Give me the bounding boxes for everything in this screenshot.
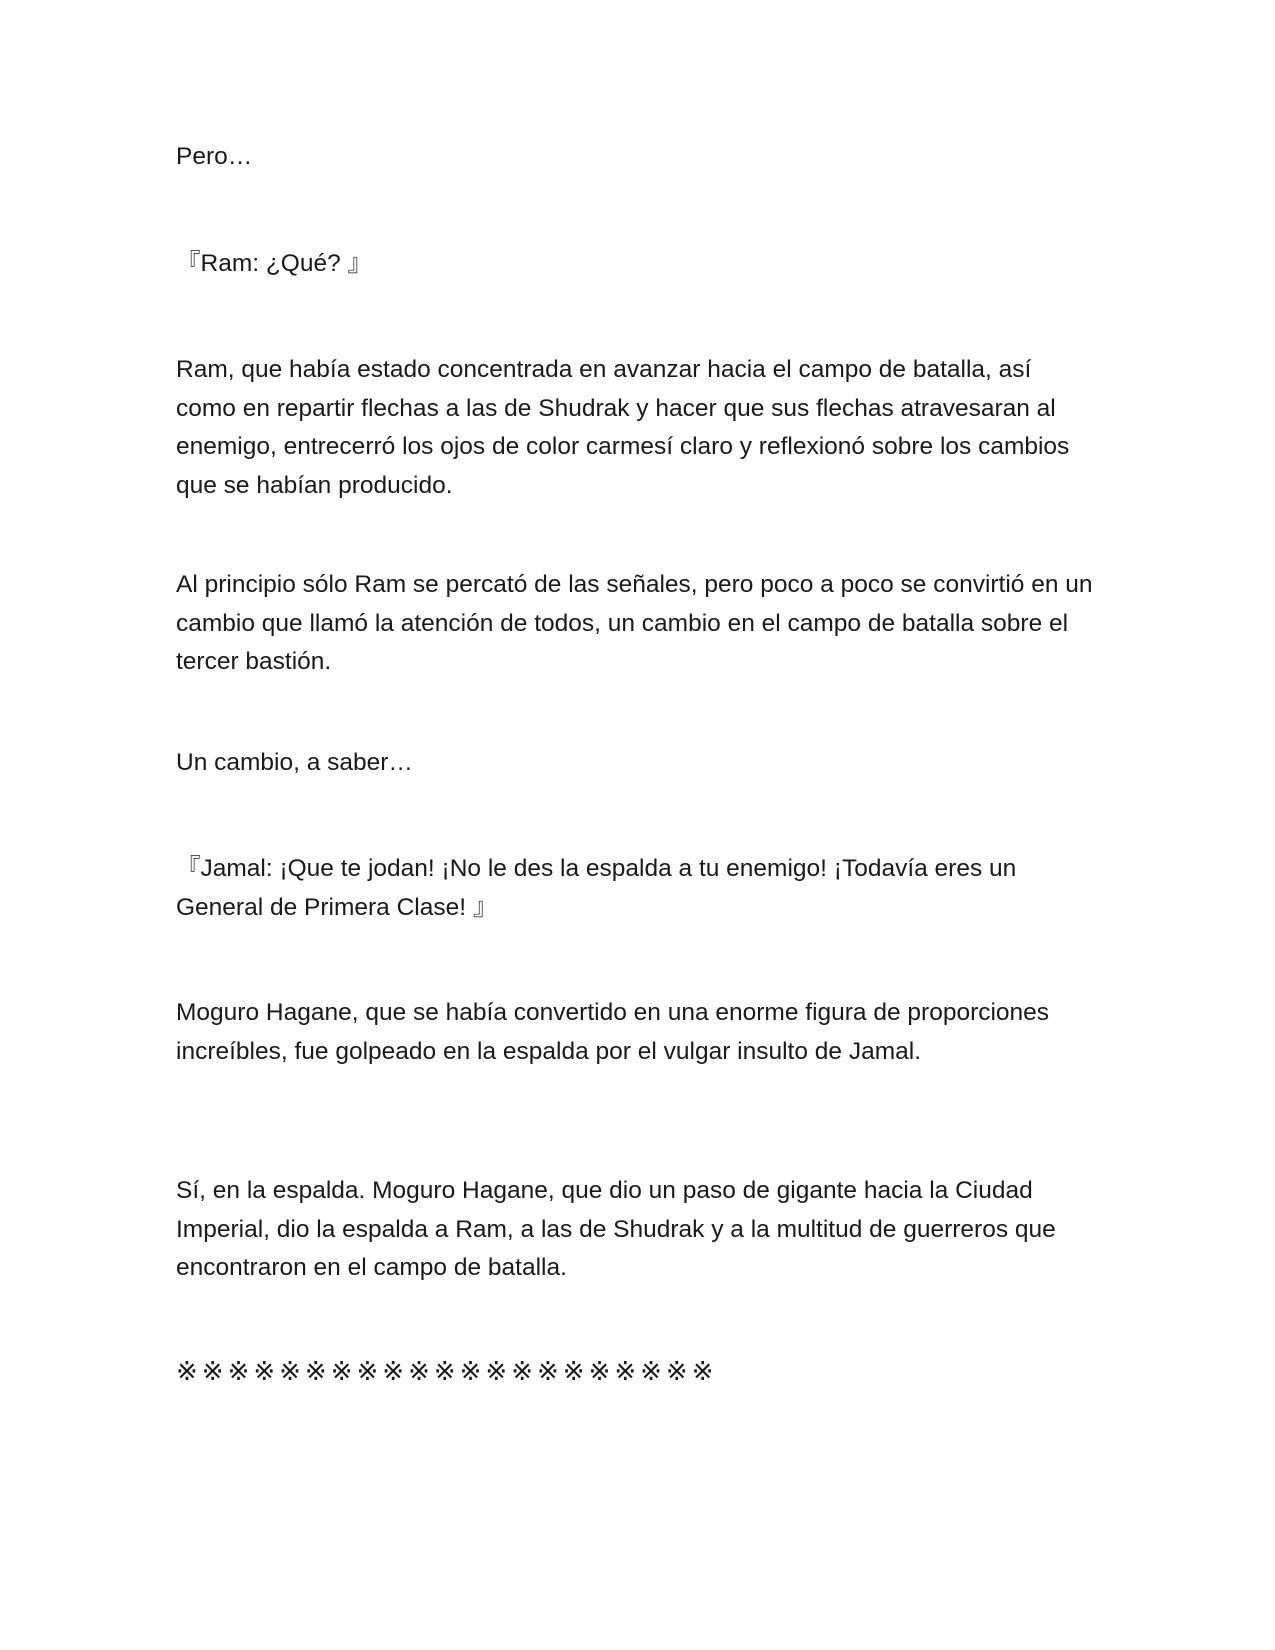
paragraph-ram-concentrada: Ram, que había estado concentrada en avanzar hacia el campo de batalla, así como en repartir flechas a las de Shudrak y hacer que sus flechas atravesaran al enemigo, entrecerró los ojos de color carmesí claro y reflexionó sobre los cambios que se habían producido. xyxy=(176,356,1077,499)
paragraph-pero: Pero… xyxy=(176,143,253,170)
paragraph-moguro-hagane: Moguro Hagane, que se había convertido en una enorme figura de proporciones increíbles, fue golpeado en la espalda por el vulgar insulto de Jamal. xyxy=(176,999,1056,1065)
dialogue-ram: 『Ram: ¿Qué? 』 xyxy=(176,250,373,277)
dialogue-jamal: 『Jamal: ¡Que te jodan! ¡No le des la espalda a tu enemigo! ¡Todavía eres un General de Primera Clase! 』 xyxy=(176,855,1024,921)
paragraph-si-en-la-espalda: Sí, en la espalda. Moguro Hagane, que dio un paso de gigante hacia la Ciudad Imperial, dio la espalda a Ram, a las de Shudrak y a la multitud de guerreros que encontraron en el campo de batalla. xyxy=(176,1177,1063,1281)
section-separator: ※※※※※※※※※※※※※※※※※※※※※ xyxy=(176,1356,718,1386)
paragraph-al-principio: Al principio sólo Ram se percató de las señales, pero poco a poco se convirtió en un cambio que llamó la atención de todos, un cambio en el campo de batalla sobre el tercer bastión. xyxy=(176,571,1100,675)
paragraph-un-cambio: Un cambio, a saber… xyxy=(176,749,413,776)
